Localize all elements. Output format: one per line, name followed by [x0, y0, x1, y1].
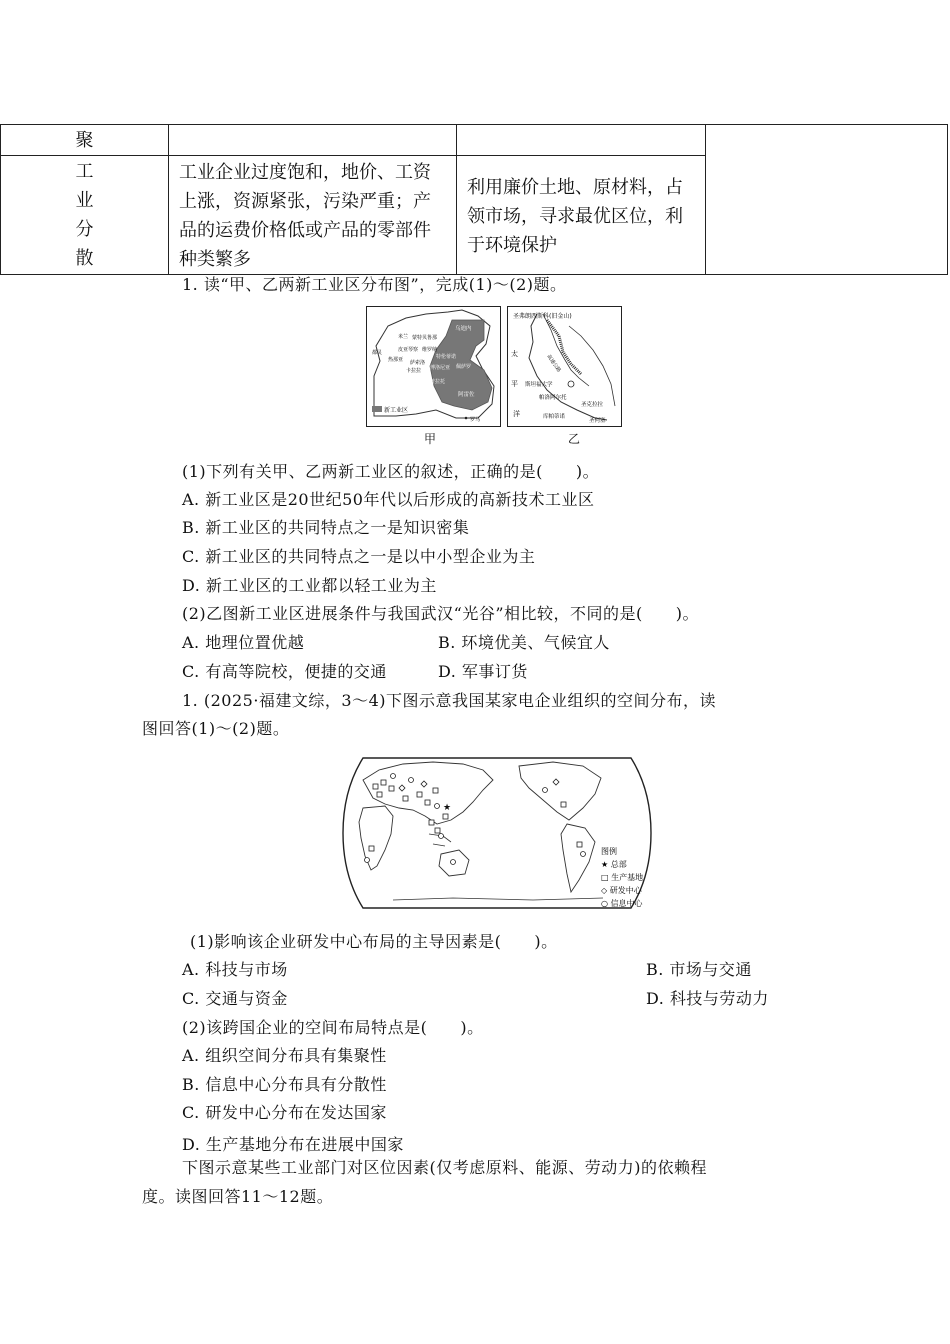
- legend-item-hq: ★ 总部: [601, 860, 627, 869]
- map-label: 圣弗朗西斯科(旧金山): [513, 313, 572, 320]
- question-intro: 下图示意某些工业部门对区位因素(仅考虑原料、能源、劳动力)的依赖程: [182, 1158, 707, 1177]
- map-label: 罗马: [470, 417, 481, 423]
- map-label: 米兰: [398, 334, 409, 340]
- option-c: C. 有高等院校，便捷的交通: [182, 662, 387, 681]
- cell-text: 工业企业过度饱和，地价、工资上涨，资源紧张，污染严重；产品的运费价格低或产品的零部件种类繁多: [179, 162, 431, 270]
- question-stem: (2)该跨国企业的空间布局特点是( )。: [182, 1018, 484, 1037]
- option-c: C. 新工业区的共同特点之一是以中小型企业为主: [182, 547, 536, 566]
- cell-char: 分: [75, 219, 94, 240]
- map-caption: 甲: [424, 432, 437, 446]
- cell-char: 散: [75, 248, 94, 269]
- table-row: [1, 125, 948, 156]
- map-label: 圣克拉拉: [581, 402, 604, 408]
- map-yi: [507, 306, 622, 428]
- question-intro: 1. 读“甲、乙两新工业区分布图”，完成(1)～(2)题。: [182, 275, 567, 294]
- table-cell-purpose: [457, 156, 706, 275]
- legend-item-rd: ◇ 研发中心: [601, 886, 642, 895]
- ocean-char: 平: [511, 380, 518, 388]
- option-c: C. 交通与资金: [182, 989, 288, 1008]
- question-stem: (1)下列有关甲、乙两新工业区的叙述，正确的是( )。: [182, 462, 600, 481]
- map-jia: [366, 306, 501, 428]
- legend-item-info: ○ 信息中心: [601, 899, 643, 908]
- question-intro: 图回答(1)～(2)题。: [142, 719, 290, 738]
- table-cell: [706, 125, 948, 275]
- option-c: C. 研发中心分布在发达国家: [182, 1103, 387, 1122]
- cell-text: 聚: [75, 129, 94, 151]
- world-map: [333, 750, 661, 916]
- cell-char: 业: [75, 190, 94, 211]
- legend-item-base: □ 生产基地: [601, 873, 644, 882]
- table-cell-reason: [169, 156, 457, 275]
- table-cell: [169, 125, 457, 156]
- map-label: 都灵: [372, 350, 383, 356]
- map-label: 普拉托: [430, 379, 446, 385]
- question-intro: 1. (2025·福建文综，3～4)下图示意我国某家电企业组织的空间分布，读: [182, 691, 717, 710]
- cell-text: 利用廉价土地、原材料，占领市场，寻求最优区位，利于环境保护: [467, 176, 683, 256]
- map-label: 库帕蒂诺: [543, 414, 566, 420]
- map-label: 卡拉拉: [406, 368, 422, 374]
- map-label: 圣何塞: [589, 418, 606, 424]
- legend-swatch: [372, 406, 382, 412]
- table-cell-label: [1, 156, 169, 275]
- map-label: 斯坦福大学: [525, 382, 553, 388]
- map-label: 萨索洛: [410, 360, 426, 366]
- option-b: B. 新工业区的共同特点之一是知识密集: [182, 518, 470, 537]
- question-stem: (1)影响该企业研发中心布局的主导因素是( )。: [190, 932, 558, 951]
- ocean-char: 太: [511, 350, 518, 358]
- map-label: 博洛尼亚: [430, 365, 451, 371]
- ocean-char: 洋: [513, 410, 520, 418]
- map-label: 佩萨罗: [456, 364, 472, 370]
- option-a: A. 新工业区是20世纪50年代以后形成的高新技术工业区: [182, 490, 595, 509]
- option-a: A. 地理位置优越: [182, 633, 305, 652]
- map-label: 特伦蒂诺: [436, 354, 457, 360]
- map-label: 高速公路: [545, 353, 562, 374]
- legend-label: 新工业区: [384, 407, 409, 414]
- map-caption: 乙: [568, 432, 581, 446]
- option-b: B. 环境优美、气候宜人: [438, 633, 610, 652]
- map-label: 蒙特贝鲁那: [412, 335, 438, 341]
- option-b: B. 信息中心分布具有分散性: [182, 1075, 387, 1094]
- table-cell-label: [1, 125, 169, 156]
- option-d: D. 科技与劳动力: [646, 989, 769, 1008]
- option-d: D. 新工业区的工业都以轻工业为主: [182, 576, 437, 595]
- map-label: 帕洛阿尔托: [539, 395, 567, 401]
- option-a: A. 科技与市场: [182, 960, 288, 979]
- map-label: 皮亚琴察: [398, 347, 419, 353]
- question-intro: 度。读图回答11～12题。: [142, 1187, 334, 1206]
- map-label: 乌迪内: [455, 326, 472, 332]
- option-d: D. 军事订货: [438, 662, 528, 681]
- map-label: 维罗纳: [422, 347, 438, 353]
- map-label: 阿雷佐: [458, 392, 475, 398]
- cell-char: 工: [75, 161, 94, 182]
- question-stem: (2)乙图新工业区进展条件与我国武汉“光谷”相比较，不同的是( )。: [182, 604, 700, 623]
- option-a: A. 组织空间分布具有集聚性: [182, 1046, 387, 1065]
- legend-title: 图例: [601, 847, 617, 856]
- svg-text:★: ★: [443, 803, 452, 813]
- city-dot: [465, 417, 468, 420]
- table-cell: [457, 125, 706, 156]
- option-b: B. 市场与交通: [646, 960, 752, 979]
- industry-table: [0, 124, 948, 275]
- map-label: 热那亚: [388, 357, 404, 363]
- option-d: D. 生产基地分布在进展中国家: [182, 1135, 404, 1154]
